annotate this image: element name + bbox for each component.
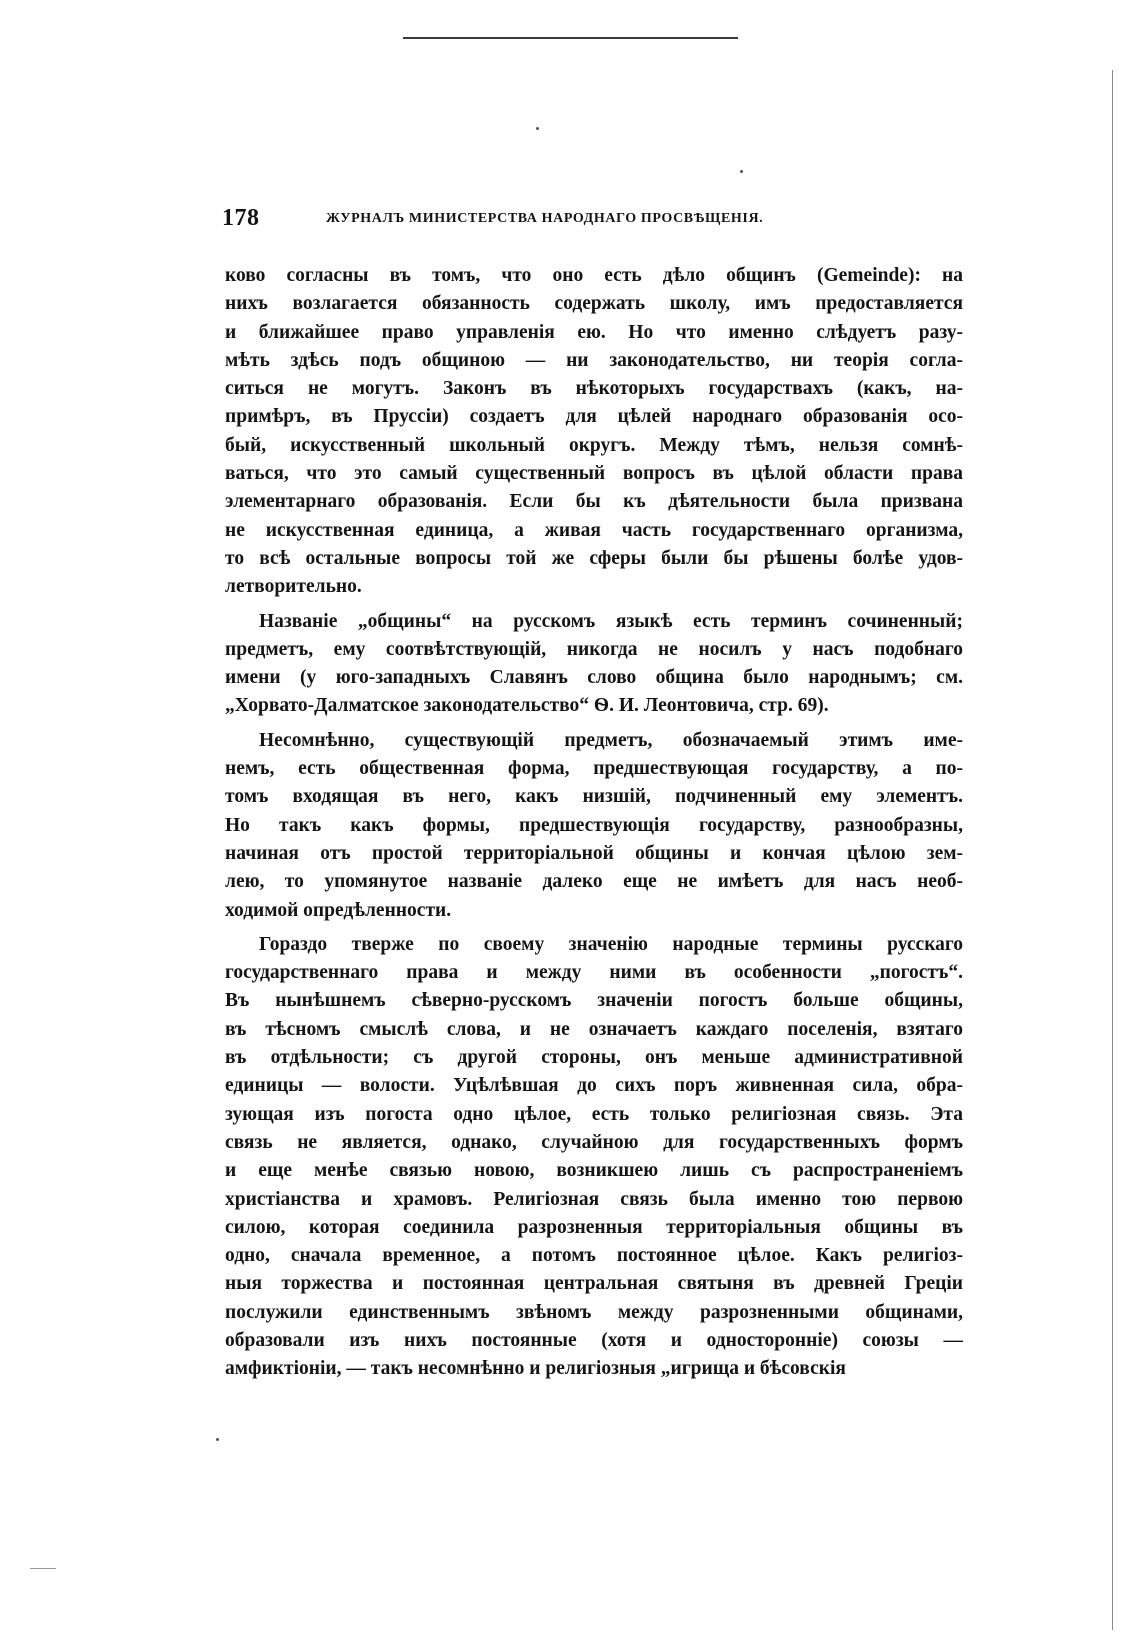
text-line: ваться, что это самый существенный вопросъ въ цѣлой области права xyxy=(225,463,963,485)
text-line: Названіе „общины“ на русскомъ языкѣ есть терминъ сочиненный; xyxy=(259,610,963,632)
text-line: Въ нынѣшнемъ сѣверно-русскомъ значеніи погостъ больше общины, xyxy=(225,990,963,1012)
text-line: Но такъ какъ формы, предшествующія государству, разнообразны, xyxy=(225,814,963,836)
text-line: бый, искусственный школьный округъ. Между тѣмъ, нельзя сомнѣ- xyxy=(225,434,963,456)
body-text xyxy=(225,262,963,1384)
ink-speck xyxy=(740,170,743,173)
text-line: „Хорвато-Далматское законодательство“ Ѳ. И. Леонтовича, стр. 69). xyxy=(225,695,829,717)
text-line: не искусственная единица, а живая часть государственнаго организма, xyxy=(225,519,963,541)
text-line: имени (у юго-западныхъ Славянъ слово община было народнымъ; см. xyxy=(225,667,963,689)
text-line: единицы — волости. Уцѣлѣвшая до сихъ поръ живненная сила, обра- xyxy=(225,1075,963,1097)
paragraph xyxy=(225,931,963,1384)
text-line: томъ входящая въ него, какъ низшій, подчиненный ему элементъ. xyxy=(225,786,963,808)
page-number: 178 xyxy=(222,205,260,231)
text-line: начиная отъ простой территоріальной общины и кончая цѣлою зем- xyxy=(225,842,963,864)
text-line: ситься не могутъ. Законъ въ нѣкоторыхъ государствахъ (какъ, на- xyxy=(225,378,963,400)
text-line: ково согласны въ томъ, что оно есть дѣло общинъ (Gemeinde): на xyxy=(225,265,963,286)
text-line: примѣръ, въ Пруссіи) создаетъ для цѣлей народнаго образованія осо- xyxy=(225,406,963,428)
text-line: летворительно. xyxy=(225,576,362,598)
text-line: образовали изъ нихъ постоянные (хотя и односторонніе) союзы — xyxy=(225,1329,963,1351)
text-line: одно, сначала временное, а потомъ постоянное цѣлое. Какъ религіоз- xyxy=(225,1245,963,1267)
top-rule xyxy=(403,37,738,39)
text-line: силою, которая соединила разрозненныя территоріальныя общины въ xyxy=(225,1216,963,1238)
text-line: послужили единственнымъ звѣномъ между разрозненными общинами, xyxy=(225,1301,963,1323)
running-head: ЖУРНАЛЪ МИНИСТЕРСТВА НАРОДНАГО ПРОСВѢЩЕНІЯ. xyxy=(326,211,764,226)
text-line: ходимой опредѣленности. xyxy=(225,899,452,921)
paragraph xyxy=(225,608,963,721)
text-line: мѣть здѣсь подъ общиною — ни законодательство, ни теорія согла- xyxy=(225,349,963,371)
text-line: зующая изъ погоста одно цѣлое, есть только религіозная связь. Эта xyxy=(225,1103,963,1125)
text-line: въ отдѣльности; съ другой стороны, онъ меньше административной xyxy=(225,1047,963,1069)
text-line: въ тѣсномъ смыслѣ слова, и не означаетъ каждаго поселенія, взятаго xyxy=(225,1018,963,1040)
text-line: и еще менѣе связью новою, возникшею лишь съ распространеніемъ xyxy=(225,1160,963,1182)
margin-mark xyxy=(30,1568,56,1569)
paragraph xyxy=(225,727,963,925)
text-line: элементарнаго образованія. Если бы къ дѣятельности была призвана xyxy=(225,491,963,513)
text-line: то всѣ остальные вопросы той же сферы были бы рѣшены болѣе удов- xyxy=(225,547,963,569)
text-line: амфиктіоніи, — такъ несомнѣнно и религіозныя „игрища и бѣсовскія xyxy=(225,1358,846,1380)
text-line: связь не является, однако, случайною для государственныхъ формъ xyxy=(225,1131,963,1153)
text-line: предметъ, ему соотвѣтствующій, никогда не носилъ у насъ подобнаго xyxy=(225,638,963,660)
text-line: ныя торжества и постоянная центральная святыня въ древней Греціи xyxy=(225,1273,963,1295)
text-line: христіанства и храмовъ. Религіозная связь была именно тою первою xyxy=(225,1188,963,1210)
text-line: Гораздо тверже по своему значенію народные термины русскаго xyxy=(259,933,963,955)
text-line: немъ, есть общественная форма, предшествующая государству, а по- xyxy=(225,758,963,780)
text-line: государственнаго права и между ними въ особенности „погостъ“. xyxy=(225,962,963,984)
text-line: и ближайшее право управленія ею. Но что именно слѣдуетъ разу- xyxy=(225,321,963,343)
text-line: Несомнѣнно, существующій предметъ, обозначаемый этимъ име- xyxy=(259,729,963,751)
text-line: нихъ возлагается обязанность содержать школу, имъ предоставляется xyxy=(225,293,963,315)
ink-speck xyxy=(536,127,539,130)
page-header xyxy=(222,205,962,235)
paragraph xyxy=(225,262,963,602)
ink-speck xyxy=(216,1438,219,1441)
page-edge-line xyxy=(1112,70,1113,1630)
text-line: лею, то упомянутое названіе далеко еще не имѣетъ для насъ необ- xyxy=(225,871,963,893)
